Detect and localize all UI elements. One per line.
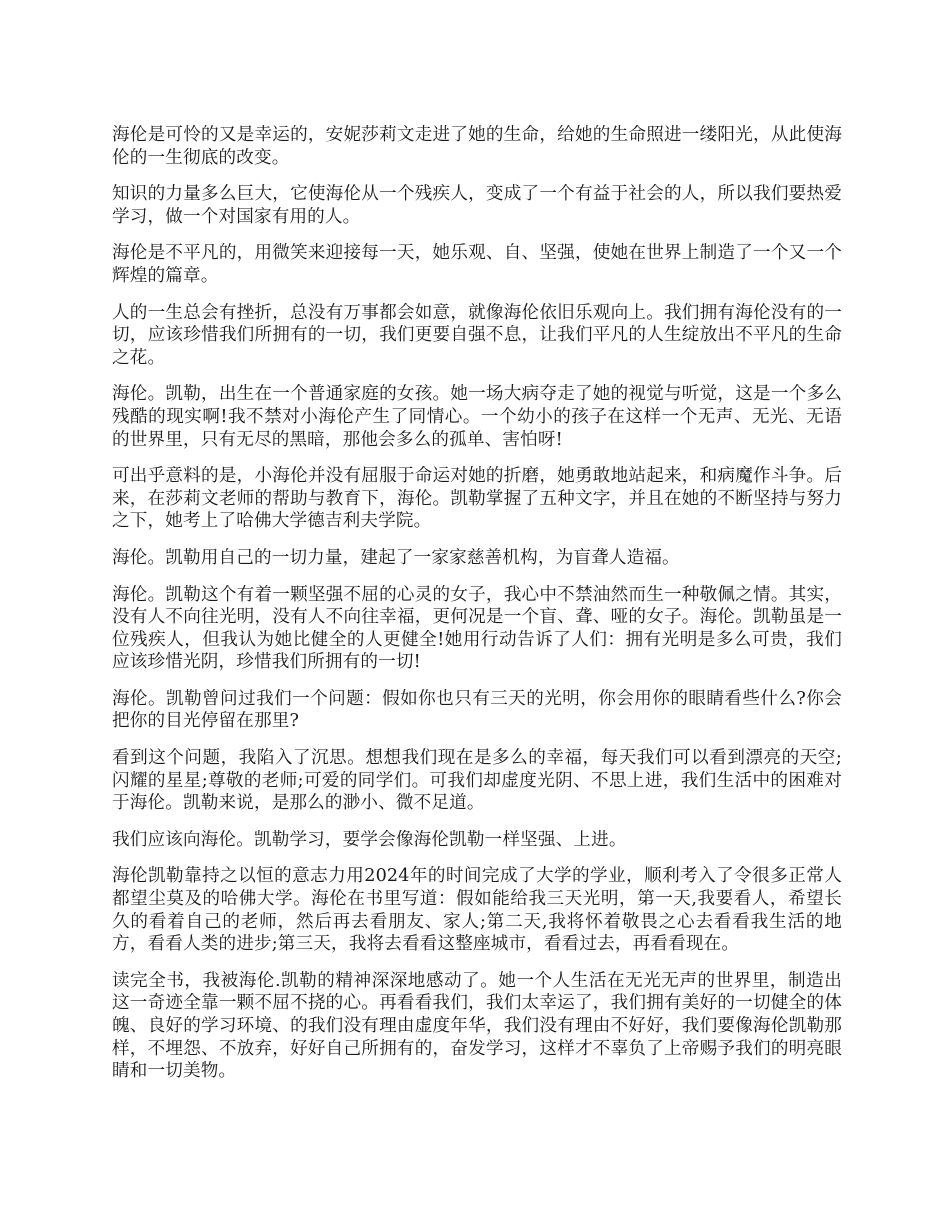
paragraph-9: 海伦。凯勒曾问过我们一个问题：假如你也只有三天的光明，你会用你的眼睛看些什么?你会把你的目光停留在那里?	[112, 688, 842, 732]
paragraph-1: 海伦是可怜的又是幸运的，安妮莎莉文走进了她的生命，给她的生命照进一缕阳光，从此使海伦的一生彻底的改变。	[112, 125, 842, 168]
paragraph-7: 海伦。凯勒用自己的一切力量，建起了一家家慈善机构，为盲聋人造福。	[112, 547, 680, 568]
paragraph-10: 看到这个问题，我陷入了沉思。想想我们现在是多么的幸福，每天我们可以看到漂亮的天空;闪耀的星星;尊敬的老师;可爱的同学们。可我们却虚度光阴、不思上进，我们生活中的困难对于海伦。凯勒来说，是那么的渺小、微不足道。	[112, 748, 842, 814]
paragraph-4: 人的一生总会有挫折，总没有万事都会如意，就像海伦依旧乐观向上。我们拥有海伦没有的一切，应该珍惜我们所拥有的一切，我们更要自强不息，让我们平凡的人生绽放出不平凡的生命之花。	[112, 302, 842, 368]
paragraph-8: 海伦。凯勒这个有着一颗坚强不屈的心灵的女子，我心中不禁油然而生一种敬佩之情。其实，没有人不向往光明，没有人不向往幸福，更何况是一个盲、聋、哑的女子。海伦。凯勒虽是一位残疾人，但我认为她比健全的人更健全!她用行动告诉了人们：拥有光明是多么可贵，我们应该珍惜光阴，珍惜我们所拥有的一切!	[112, 584, 842, 673]
paragraph-2: 知识的力量多么巨大，它使海伦从一个残疾人，变成了一个有益于社会的人，所以我们要热爱学习，做一个对国家有用的人。	[112, 184, 842, 227]
paragraph-6: 可出乎意料的是，小海伦并没有屈服于命运对她的折磨，她勇敢地站起来，和病魔作斗争。后来，在莎莉文老师的帮助与教育下，海伦。凯勒掌握了五种文字，并且在她的不断坚持与努力之下，她考上了哈佛大学德吉利夫学院。	[112, 466, 842, 532]
paragraph-3: 海伦是不平凡的，用微笑来迎接每一天，她乐观、自、坚强，使她在世界上制造了一个又一个辉煌的篇章。	[112, 243, 842, 286]
paragraph-11: 我们应该向海伦。凯勒学习，要学会像海伦凯勒一样坚强、上进。	[112, 829, 627, 850]
paragraph-5: 海伦。凯勒，出生在一个普通家庭的女孩。她一场大病夺走了她的视觉与听觉，这是一个多么残酷的现实啊!我不禁对小海伦产生了同情心。一个幼小的孩子在这样一个无声、无光、无语的世界里，只有无尽的黑暗，那他会多么的孤单、害怕呀!	[112, 384, 842, 450]
document-body	[112, 124, 842, 1097]
paragraph-13: 读完全书，我被海伦.凯勒的精神深深地感动了。她一个人生活在无光无声的世界里，制造出这一奇迹全靠一颗不屈不挠的心。再看看我们，我们太幸运了，我们拥有美好的一切健全的体魄、良好的学习环境、的我们没有理由虚度年华，我们没有理由不好好，我们要像海伦凯勒那样，不埋怨、不放弃，好好自己所拥有的，奋发学习，这样才不辜负了上帝赐予我们的明亮眼睛和一切美物。	[112, 970, 842, 1082]
paragraph-12: 海伦凯勒靠持之以恒的意志力用2024年的时间完成了大学的学业，顺利考入了令很多正常人都望尘莫及的哈佛大学。海伦在书里写道：假如能给我三天光明，第一天,我要看人，希望长久的看着自己的老师，然后再去看朋友、家人;第二天,我将怀着敬畏之心去看看我生活的地方，看看人类的进步;第三天，我将去看看这整座城市，看看过去，再看看现在。	[112, 866, 842, 955]
